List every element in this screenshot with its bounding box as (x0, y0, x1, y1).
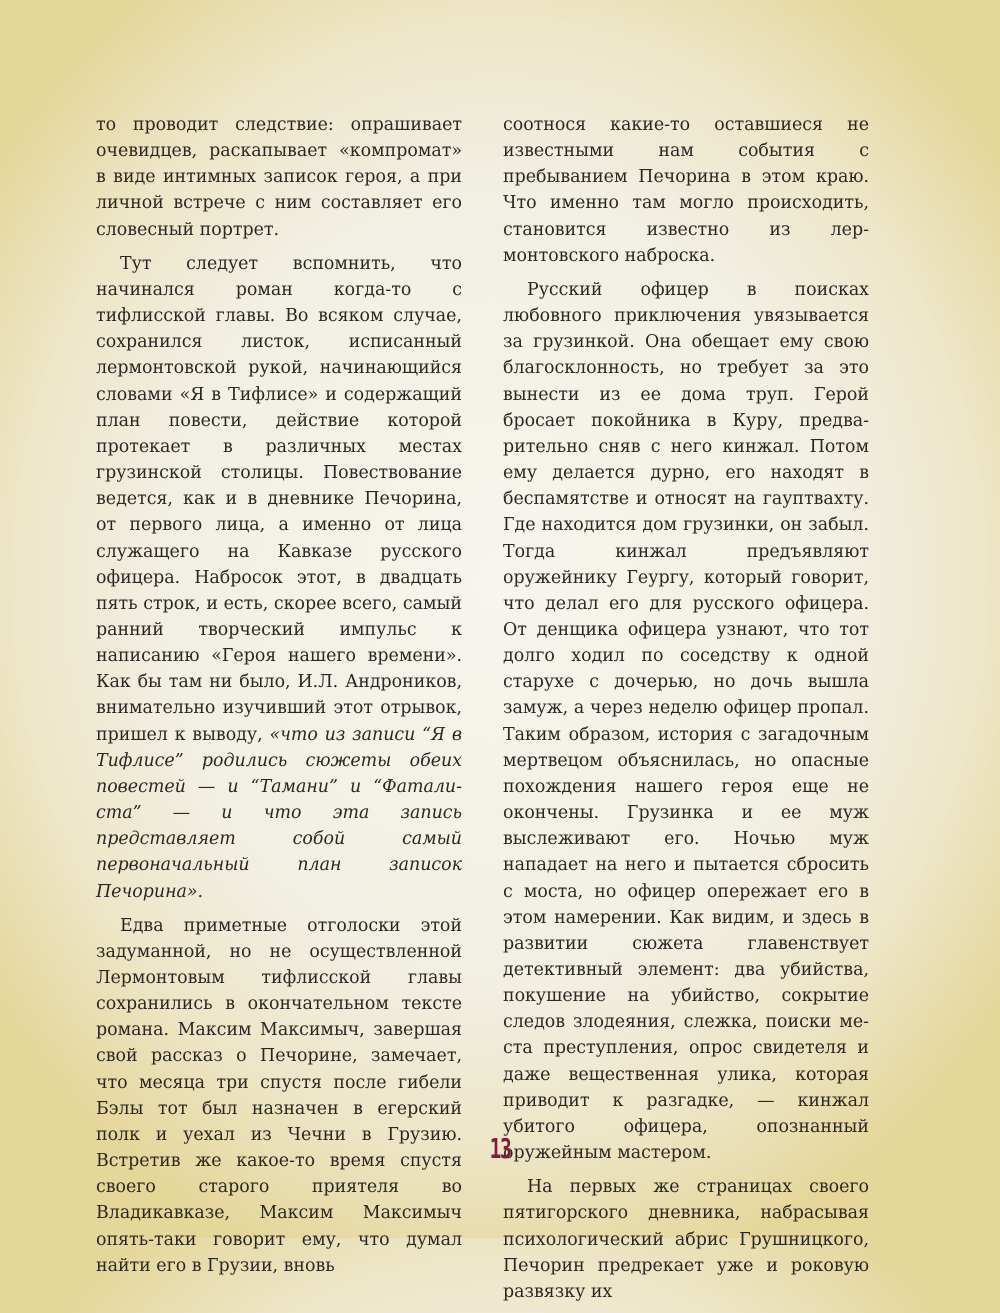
paragraph: Русский офицер в поисках любовного приключения увязывается за грузинкой. Она обещает ему свою благосклонность, но требует за это вынести из ее дома труп. Герой бросает покойника в Куру, предварительно сняв с него кинжал. Потом ему делается дурно, его находят в беспамятстве и относят на гауптвахту. Где находится дом грузинки, он забыл. Тогда кинжал предъявляют оружейнику Геургу, который говорит, что делал его для русского офицера. От денщика офицера узнают, что тот долго ходил по соседству к одной старухе с дочерью, но дочь вышла замуж, а через неделю офицер пропал. Таким образом, история с загадочным мертвецом объяснилась, но опасные похождения нашего героя еще не окончены. Грузинка и ее муж выслеживают его. Ночью муж нападает на него и пытается сбросить с моста, но офицер опережает его в этом намерении. Как видим, и здесь в развитии сюжета главенствует детективный элемент: два убийства, покушение на убийство, сокрытие следов злодеяния, слежка, поиски места преступления, опрос свидетеля и даже вещественная улика, которая приводит к разгадке, — кинжал убитого офицера, опознанный оружейным мастером. (503, 279, 869, 1164)
paragraph: соотнося какие-то оставшиеся не известными нам события с пребыванием Печорина в этом краю. Что именно там могло происходить, становится известно из лермонтовского наброска. (503, 115, 869, 266)
left-text-column (96, 112, 462, 1287)
paragraph: На первых же страницах своего пятигорского дневника, набрасывая психологический абрис Грушницкого, Печорин предрекает уже и роковую развязку их (503, 1177, 869, 1302)
page-number: 13 (489, 1132, 511, 1165)
paragraph-text: Тут следует вспомнить, что начинался роман когда-то с тифлисской главы. Во всяком случае, сохранился листок, исписанный лермонтовской рукой, начинающийся словами «Я в Тифлисе» и содержащий план повести, действие которой протекает в различных местах грузинской столицы. Повествование ведется, как и в дневнике Печорина, от первого лица, а именно от лица служащего на Кавказе русского офицера. Набросок этот, в двадцать пять строк, и есть, скорее всего, самый ранний творческий импульс к написанию «Героя нашего времени». Как бы там ни было, И.Л. Андроников, внимательно изучивший этот отрывок, пришел к выводу, (96, 253, 462, 745)
paragraph-end: . (197, 881, 204, 902)
paragraph: то проводит следствие: опрашивает очевидцев, раскапывает «компромат» в виде интимных записок героя, а при личной встрече с ним составляет его словесный портрет. (96, 115, 462, 240)
paragraph (96, 251, 462, 905)
italic-quote: «что из записи “Я в Тифлисе” родились сюжеты обеих повестей — и “Тамани” и “Фаталиста” — и что эта запись представляет собой самый первоначальный план записок Печорина» (96, 724, 463, 902)
paragraph: Едва приметные отголоски этой задуманной, но не осуществленной Лермонтовым тифлисской главы сохранились в окончательном тексте романа. Максим Максимыч, завершая свой рассказ о Печорине, замечает, что месяца три спустя после гибели Бэлы тот был назначен в егерский полк и уехал из Чечни в Грузию. Встретив же какое-то время спустя своего старого приятеля во Владикавказе, Максим Максимыч опять-таки говорит ему, что думал найти его в Грузии, вновь (96, 915, 462, 1276)
